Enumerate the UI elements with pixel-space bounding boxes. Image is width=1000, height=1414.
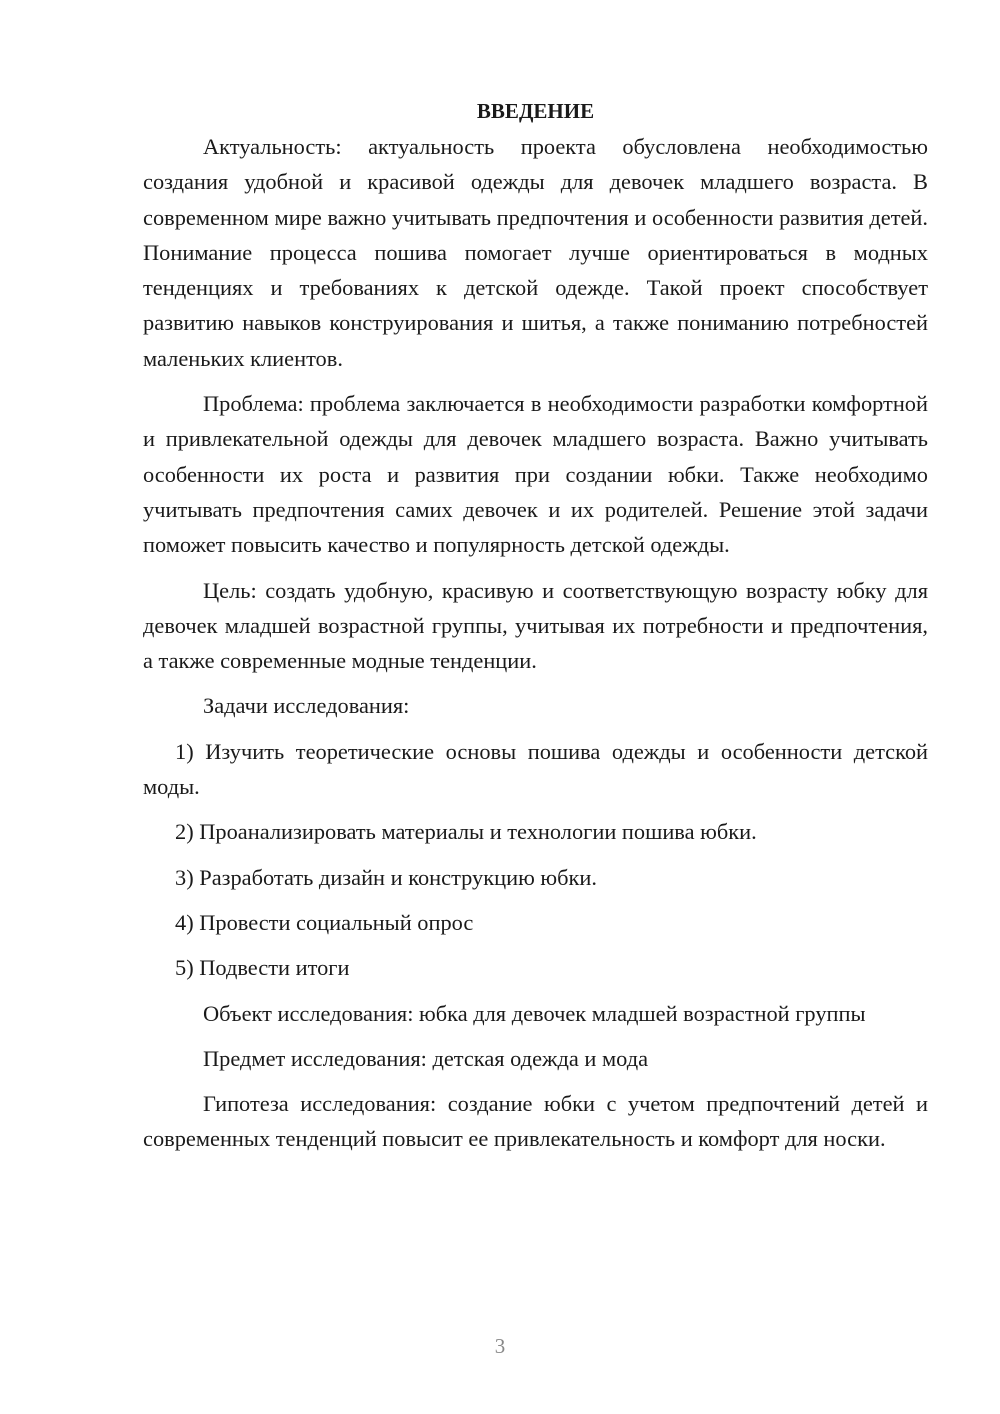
page-content (143, 96, 928, 1167)
task-item-1: 1) Изучить теоретические основы пошива одежды и особенности детской моды. (143, 738, 928, 800)
paragraph-problem: Проблема: проблема заключается в необходимости разработки комфортной и привлекательной одежды для девочек младшего возраста. Важно учитывать особенности их роста и развития при создании юбки. Также необходимо учитывать предпочтения самих девочек и их родителей. Решение этой задачи поможет повысить качество и популярность детской одежды. (143, 391, 928, 558)
task-item-5: 5) Подвести итоги (175, 955, 350, 981)
task-item-2: 2) Проанализировать материалы и технологии пошива юбки. (175, 819, 757, 845)
task-item-3: 3) Разработать дизайн и конструкцию юбки. (175, 864, 597, 890)
paragraph-subject: Предмет исследования: детская одежда и мода (203, 1045, 649, 1071)
task-item-4: 4) Провести социальный опрос (175, 909, 474, 935)
page-number: 3 (494, 1334, 506, 1358)
paragraph-relevance: Актуальность: актуальность проекта обусловлена необходимостью создания удобной и красивой одежды для девочек младшего возраста. В современном мире важно учитывать предпочтения и особенности развития детей. Понимание процесса пошива помогает лучше ориентироваться в модных тенденциях и требованиях к детской одежде. Такой проект способствует развитию навыков конструирования и шитья, а также пониманию потребностей маленьких клиентов. (143, 134, 928, 371)
paragraph-object: Объект исследования: юбка для девочек младшей возрастной группы (203, 1000, 866, 1026)
paragraph-tasks-heading: Задачи исследования: (203, 693, 410, 719)
paragraph-goal: Цель: создать удобную, красивую и соответствующую возрасту юбку для девочек младшей возрастной группы, учитывая их потребности и предпочтения, а также современные модные тенденции. (143, 577, 928, 674)
section-title: ВВЕДЕНИЕ (476, 99, 595, 123)
paragraph-hypothesis: Гипотеза исследования: создание юбки с учетом предпочтений детей и современных тенденций повысит ее привлекательность и комфорт для носки. (143, 1091, 928, 1152)
